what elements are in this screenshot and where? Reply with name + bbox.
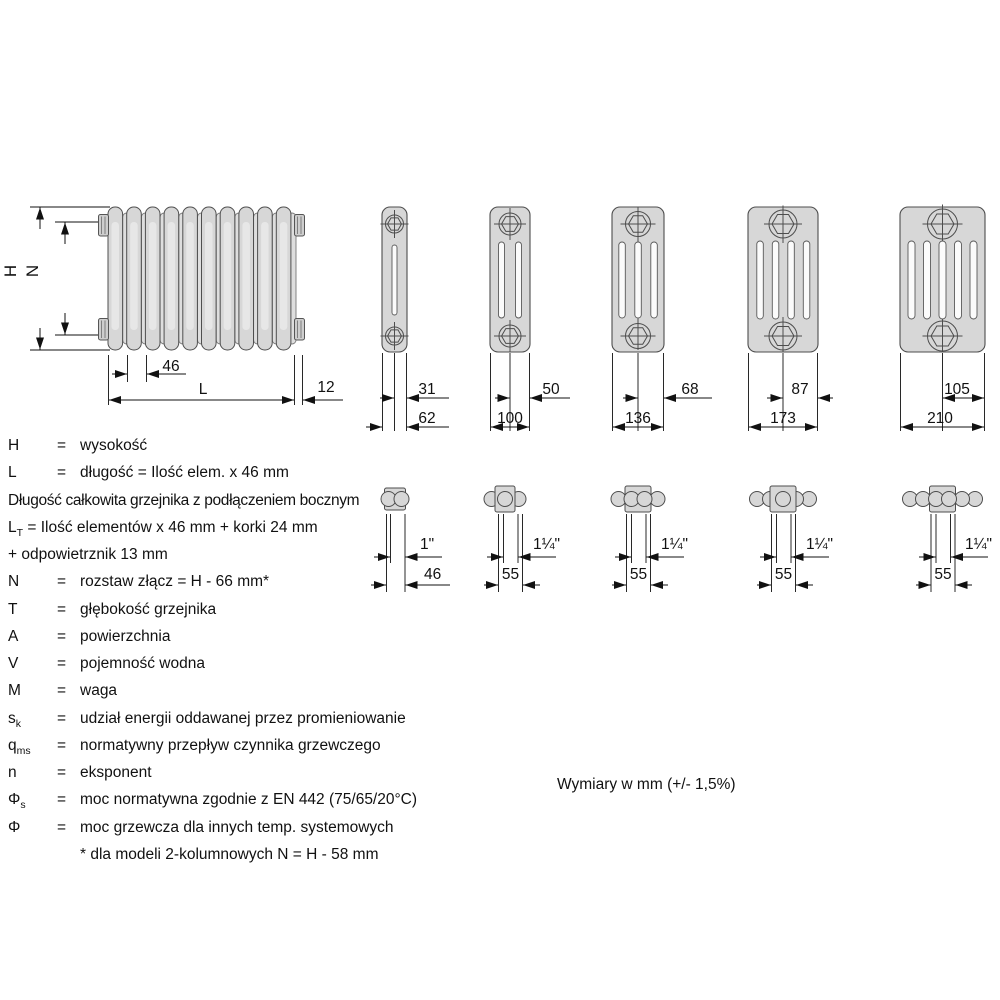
legend-symbol <box>8 844 57 866</box>
connection-size-label-3col: 1¼" <box>533 536 561 553</box>
legend-symbol: Φ <box>8 818 21 836</box>
front-view <box>1 207 343 405</box>
pitch-label-4col: 55 <box>629 566 648 583</box>
front-view-height-label: H <box>1 264 20 278</box>
dim-label-element-width: 46 <box>162 358 180 375</box>
legend-desc: głębokość grzejnika <box>80 600 217 618</box>
connection-size-label-5col: 1¼" <box>806 536 834 553</box>
legend-symbol: Długość całkowita grzejnika z podłączeniem bocznym <box>8 491 360 509</box>
front-view-pitch-label: N <box>23 264 42 278</box>
legend-symbol: $L_T$ = Ilość elementów x 46 mm + korki 24 mm <box>8 518 318 539</box>
legend-symbol: A <box>8 627 19 645</box>
legend-symbol: T <box>8 600 18 618</box>
legend-eq: = <box>57 682 67 700</box>
legend-eq <box>168 544 191 571</box>
legend-eq: = <box>57 464 67 482</box>
dim-label-side-extra: 12 <box>317 379 335 396</box>
legend-symbol: + odpowietrznik 13 mm <box>8 546 168 563</box>
top-view-5col <box>750 486 834 592</box>
dim-label-full-width-6col: 210 <box>927 410 953 427</box>
legend-eq <box>359 490 382 517</box>
legend-symbol: n <box>8 764 17 781</box>
legend-desc: powierzchnia <box>80 627 171 645</box>
dim-label-full-width-4col: 136 <box>625 410 651 427</box>
dim-label-full-width-3col: 100 <box>497 410 523 427</box>
legend-desc: * dla modeli 2-kolumnowych N = H - 58 mm <box>80 845 379 863</box>
legend-row <box>8 599 528 626</box>
legend-desc: moc grzewcza dla innych temp. systemowych <box>80 818 394 836</box>
pitch-label-3col: 55 <box>501 566 520 583</box>
legend-symbol: N <box>8 573 20 591</box>
legend-row <box>8 544 528 571</box>
legend-desc: wysokość <box>80 437 148 454</box>
dim-label-half-width-5col: 87 <box>791 381 809 398</box>
cross-section-2col-dimensions <box>366 353 449 431</box>
dim-label-half-width-3col: 50 <box>542 381 560 398</box>
legend <box>8 435 528 866</box>
top-view-6col-dimensions <box>916 514 988 592</box>
legend-symbol: V <box>8 655 19 672</box>
legend-eq <box>318 517 341 544</box>
legend-eq: = <box>57 736 67 754</box>
cross-section-5col <box>748 206 833 432</box>
legend-eq: = <box>57 791 67 809</box>
top-view-5col-dimensions <box>757 514 829 592</box>
legend-row <box>8 789 528 816</box>
top-view-4col <box>611 486 688 592</box>
legend-row <box>8 653 528 680</box>
dim-label-half-width-2col: 31 <box>418 381 436 398</box>
cross-section-4col <box>612 207 712 432</box>
dim-label-full-width-5col: 173 <box>770 410 796 427</box>
cross-section-3col <box>490 207 570 431</box>
front-view-length-dimensions <box>109 355 344 405</box>
dim-label-length: L <box>198 381 208 398</box>
legend-eq: = <box>57 818 67 836</box>
pitch-label-5col: 55 <box>774 566 793 583</box>
legend-eq: = <box>57 627 67 645</box>
legend-row <box>8 626 528 653</box>
legend-desc: eksponent <box>80 764 152 781</box>
legend-symbol: L <box>8 464 17 482</box>
legend-symbol: M <box>8 682 21 700</box>
dim-label-full-width-2col: 62 <box>418 410 436 427</box>
legend-row <box>8 490 528 517</box>
legend-eq: = <box>57 437 67 454</box>
legend-symbol: $q_{ms}$ <box>8 736 31 757</box>
legend-eq: = <box>57 764 67 781</box>
dim-label-half-width-4col: 68 <box>681 381 699 398</box>
pitch-label-2col: 46 <box>424 566 442 583</box>
legend-row <box>8 762 528 789</box>
connection-size-label-2col: 1" <box>420 536 435 553</box>
legend-eq: = <box>57 573 67 591</box>
legend-row <box>8 735 528 762</box>
legend-row <box>8 462 528 489</box>
legend-symbol: $\Phi_s$ <box>8 791 26 812</box>
legend-desc: pojemność wodna <box>80 655 205 672</box>
legend-desc: waga <box>80 682 118 700</box>
legend-eq: = <box>57 709 67 727</box>
legend-desc: długość = Ilość elem. x 46 mm <box>80 464 289 482</box>
legend-desc: normatywny przepływ czynnika grzewczego <box>80 736 381 754</box>
legend-row-footnote <box>8 844 528 866</box>
legend-row <box>8 571 528 598</box>
legend-desc: udział energii oddawanej przez promieniowanie <box>80 709 406 727</box>
legend-desc: rozstaw złącz = H - 66 mm* <box>80 573 270 591</box>
legend-row <box>8 817 528 844</box>
legend-desc: moc normatywna zgodnie z EN 442 (75/65/20°C) <box>80 791 418 809</box>
cross-section-6col <box>900 205 985 432</box>
top-view-6col <box>903 486 993 592</box>
legend-eq: = <box>57 600 67 618</box>
legend-symbol: H <box>8 437 20 454</box>
legend-eq: = <box>57 655 67 672</box>
legend-symbol: $s_k$ <box>8 709 21 730</box>
legend-row <box>8 517 528 544</box>
top-view-4col-dimensions <box>612 514 684 592</box>
connection-size-label-6col: 1¼" <box>965 536 993 553</box>
dim-label-half-width-6col: 105 <box>944 381 970 398</box>
dimensions-note: Wymiary w mm (+/- 1,5%) <box>557 776 736 793</box>
legend-eq <box>57 844 80 866</box>
cross-section-2col <box>366 207 449 431</box>
legend-row <box>8 680 528 707</box>
connection-size-label-4col: 1¼" <box>661 536 689 553</box>
legend-row <box>8 435 528 462</box>
legend-row <box>8 708 528 735</box>
pitch-label-6col: 55 <box>934 566 952 583</box>
